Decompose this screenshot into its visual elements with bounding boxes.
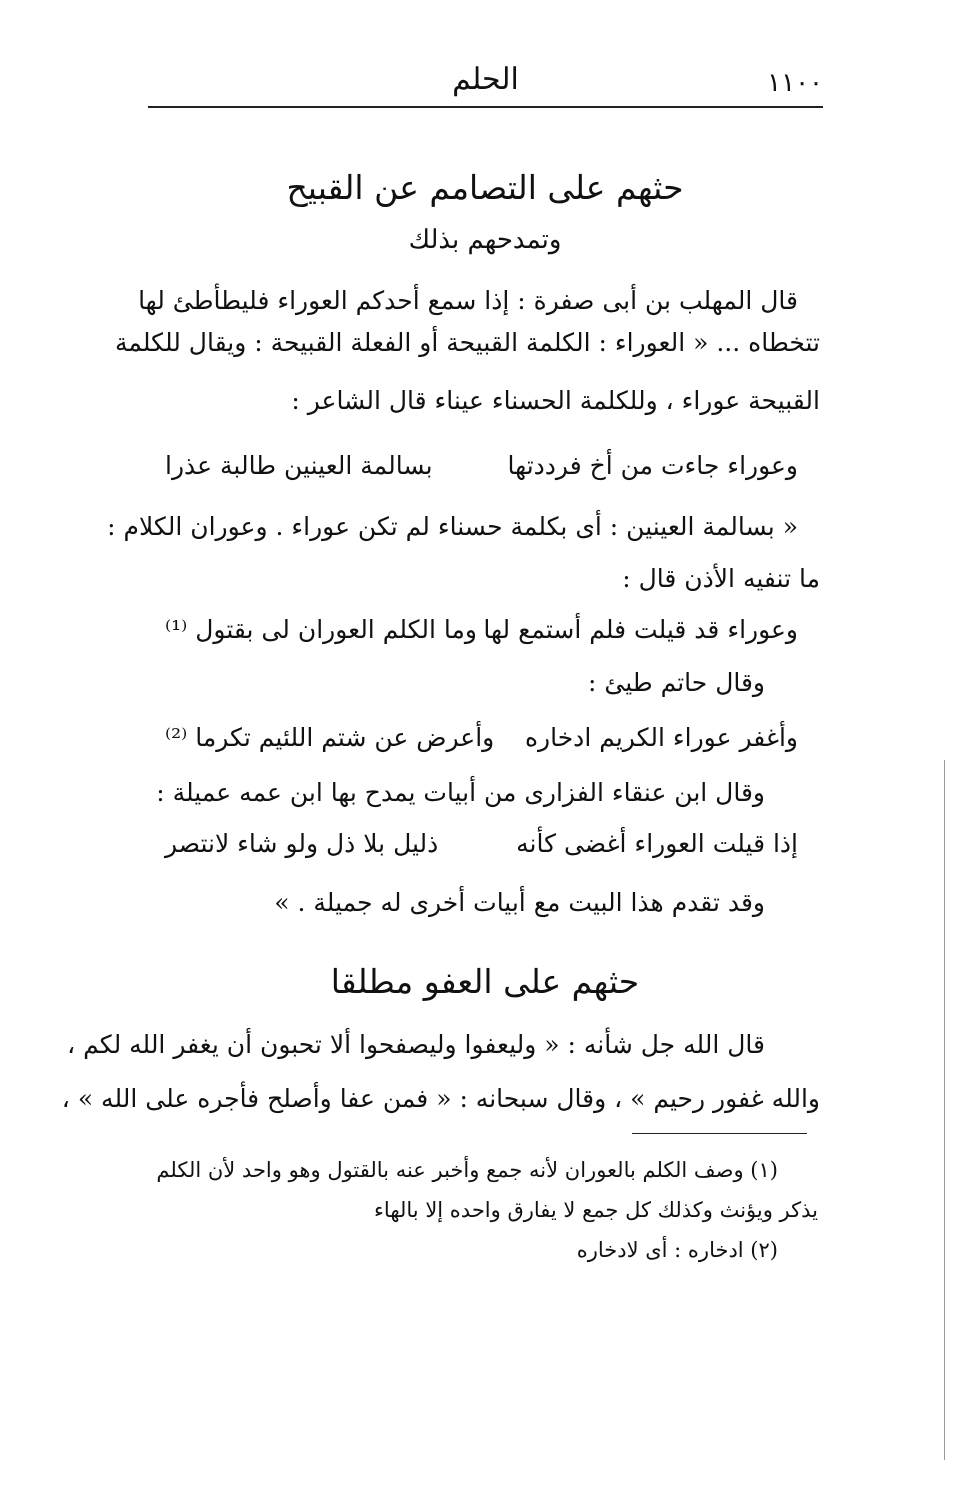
section-subtitle: وتمدحهم بذلك	[408, 225, 562, 255]
section-title: حثهم على التصامم عن القبيح	[286, 168, 684, 207]
verse-hemistich-right: وعوراء جاءت من أخ فرددتها	[507, 451, 798, 480]
paragraph-line: والله غفور رحيم » ، وقال سبحانه : « فمن عفا وأصلح فأجره على الله » ،	[61, 1084, 820, 1113]
verse-4	[150, 824, 820, 882]
paragraph-line: وقال حاتم طيئ :	[587, 668, 765, 697]
footnote-rule	[632, 1133, 807, 1134]
section-1-heading	[150, 168, 820, 208]
paragraph-line: القبيحة عوراء ، وللكلمة الحسناء عيناء قال الشاعر :	[291, 386, 820, 415]
footnote-2: (٢) ادخاره : أى لادخاره	[576, 1238, 778, 1262]
paragraph-line: قال الله جل شأنه : « وليعفوا وليصفحوا ألا تحبون أن يغفر الله لكم ،	[67, 1030, 765, 1059]
page-number: ١١٠٠	[767, 68, 823, 98]
verse-hemistich-left: ذليل بلا ذل ولو شاء لانتصر	[165, 829, 439, 858]
closing-line	[150, 882, 820, 924]
section-2-body	[61, 1024, 820, 1120]
attribution-line	[150, 662, 820, 704]
paragraph-line: تتخطاه ... « العوراء : الكلمة القبيحة أو الفعلة القبيحة : ويقال للكلمة	[115, 328, 820, 357]
verse-hemistich-right: وأغفر عوراء الكريم ادخاره	[524, 723, 798, 752]
paragraph-line: وقال ابن عنقاء الفزارى من أبيات يمدح بها ابن عمه عميلة :	[156, 778, 765, 807]
verse-hemistich-right: إذا قيلت العوراء أغضى كأنه	[516, 829, 798, 858]
verse-hemistich-right: وعوراء قد قيلت فلم أستمع لها	[483, 615, 798, 644]
page-edge-line	[944, 760, 945, 1460]
attribution-line	[150, 772, 820, 814]
paragraph-line: قال المهلب بن أبى صفرة : إذا سمع أحدكم العوراء فليطأطئ لها	[138, 286, 798, 315]
header-rule	[148, 106, 823, 108]
paragraph-line: « بسالمة العينين : أى بكلمة حسناء لم تكن عوراء . وعوران الكلام :	[107, 512, 798, 541]
running-title: الحلم	[452, 62, 519, 97]
section-2-heading	[150, 962, 820, 1002]
footnote-1-line: (١) وصف الكلم بالعوران لأنه جمع وأخبر عنه بالقتول وهو واحد لأن الكلم	[156, 1158, 778, 1182]
footnotes	[138, 1150, 818, 1270]
verse-3	[150, 718, 820, 776]
paragraph-line: ما تنفيه الأذن قال :	[622, 564, 820, 593]
section-1-body-2	[107, 506, 820, 600]
paragraph-line: وقد تقدم هذا البيت مع أبيات أخرى له جميلة . »	[274, 888, 765, 917]
verse-1	[150, 446, 820, 504]
section-1-subheading	[150, 224, 820, 256]
verse-hemistich-left: وأعرض عن شتم اللئيم تكرما ⁽²⁾	[165, 723, 495, 752]
section-1-body	[115, 280, 820, 432]
page-header	[148, 62, 823, 106]
verse-2	[150, 610, 820, 668]
footnote-1-line: يذكر ويؤنث وكذلك كل جمع لا يفارق واحده إلا بالهاء	[374, 1198, 818, 1222]
section-title: حثهم على العفو مطلقا	[330, 962, 640, 1001]
verse-hemistich-left: بسالمة العينين طالبة عذرا	[165, 451, 433, 480]
verse-hemistich-left: وما الكلم العوران لى بقتول ⁽¹⁾	[165, 615, 478, 644]
